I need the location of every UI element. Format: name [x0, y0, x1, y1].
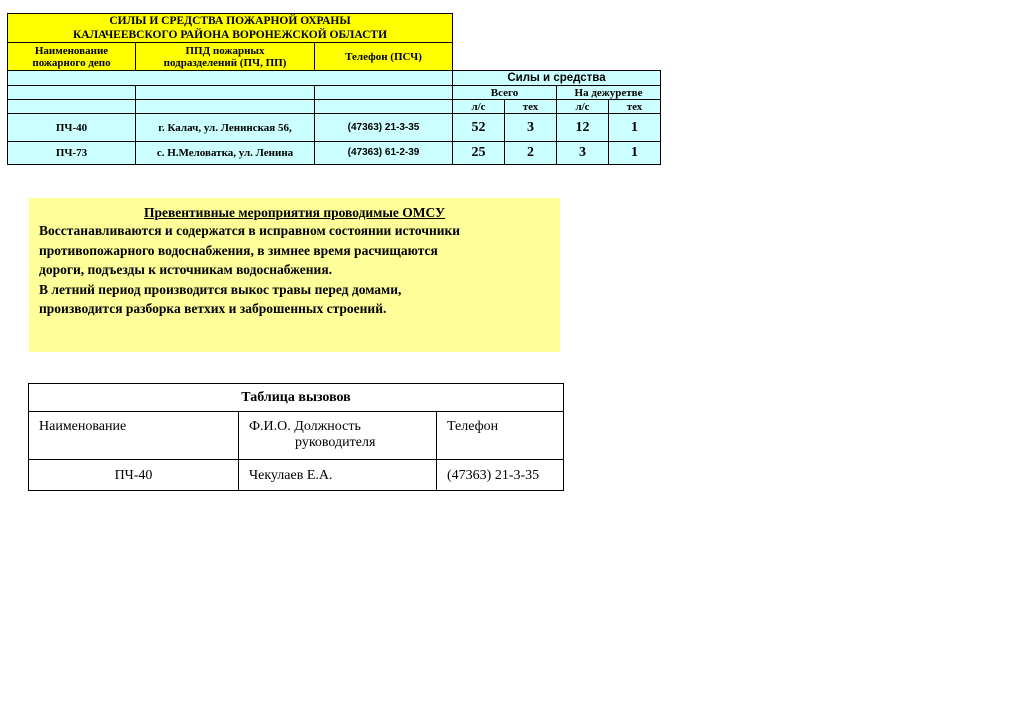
col-depot-line1: Наименование	[34, 44, 109, 57]
call-fio-cell: Чекулаев Е.А.	[239, 460, 437, 491]
note-line: В летний период производится выкос травы перед домами,	[39, 281, 402, 297]
note-title: Превентивные мероприятия проводимые ОМСУ	[143, 205, 446, 220]
total-tech-cell: 2	[505, 142, 557, 165]
duty-tech-cell: 1	[609, 142, 661, 165]
table-row	[8, 142, 661, 165]
duty-header: На дежуретве	[557, 86, 661, 100]
col-phone-header: Телефон	[437, 412, 564, 460]
total-tech-cell: 3	[505, 114, 557, 142]
sub-tech-duty: тех	[609, 100, 661, 114]
calls-table-caption: Таблица вызовов	[29, 384, 564, 412]
call-name-cell: ПЧ-40	[29, 460, 239, 491]
sub-ls-duty: л/с	[557, 100, 609, 114]
preventive-measures-note	[29, 198, 560, 352]
address-cell: г. Калач, ул. Ленинская 56,	[136, 114, 315, 142]
col-unit-line2: подразделений (ПЧ, ПП)	[163, 56, 287, 69]
col-unit-header	[136, 43, 315, 71]
forces-header: Силы и средства	[453, 71, 661, 86]
col-depot-line2: пожарного депо	[32, 56, 111, 69]
col-depot-header	[8, 43, 136, 71]
title-line-1: СИЛЫ И СРЕДСТВА ПОЖАРНОЙ ОХРАНЫ	[109, 15, 351, 27]
call-phone-cell: (47363) 21-3-35	[437, 460, 564, 491]
duty-ls-cell: 12	[557, 114, 609, 142]
duty-tech-cell: 1	[609, 114, 661, 142]
note-line: противопожарного водоснабжения, в зимнее время расчищаются	[39, 242, 438, 258]
total-ls-cell: 25	[453, 142, 505, 165]
calls-table	[28, 383, 564, 491]
table-row	[29, 460, 564, 491]
duty-ls-cell: 3	[557, 142, 609, 165]
note-line: дороги, подъезды к источникам водоснабжения.	[39, 262, 333, 277]
total-header: Всего	[453, 86, 557, 100]
total-ls-cell: 52	[453, 114, 505, 142]
title-line-2: КАЛАЧЕЕВСКОГО РАЙОНА ВОРОНЕЖСКОЙ ОБЛАСТИ	[72, 29, 388, 41]
col-unit-line1: ППД пожарных	[185, 44, 265, 57]
depot-cell: ПЧ-73	[8, 142, 136, 165]
col-fio-line1: Ф.И.О. Должность	[249, 419, 361, 434]
phone-cell: (47363) 21-3-35	[315, 114, 453, 142]
depot-cell: ПЧ-40	[8, 114, 136, 142]
address-cell: с. Н.Меловатка, ул. Ленина	[136, 142, 315, 165]
sub-ls-total: л/с	[453, 100, 505, 114]
phone-cell: (47363) 61-2-39	[315, 142, 453, 165]
col-fio-header	[239, 412, 437, 460]
spacer-row-1	[8, 71, 453, 86]
table-row	[8, 114, 661, 142]
note-line: Восстанавливаются и содержатся в исправном состоянии источники	[39, 223, 461, 238]
sub-tech-total: тех	[505, 100, 557, 114]
col-phone-header: Телефон (ПСЧ)	[315, 43, 453, 71]
col-fio-line2: руководителя	[295, 435, 376, 450]
col-name-header: Наименование	[29, 412, 239, 460]
forces-table-title	[8, 14, 453, 43]
note-line: производится разборка ветхих и заброшенных строений.	[39, 301, 387, 316]
forces-table	[7, 13, 661, 165]
